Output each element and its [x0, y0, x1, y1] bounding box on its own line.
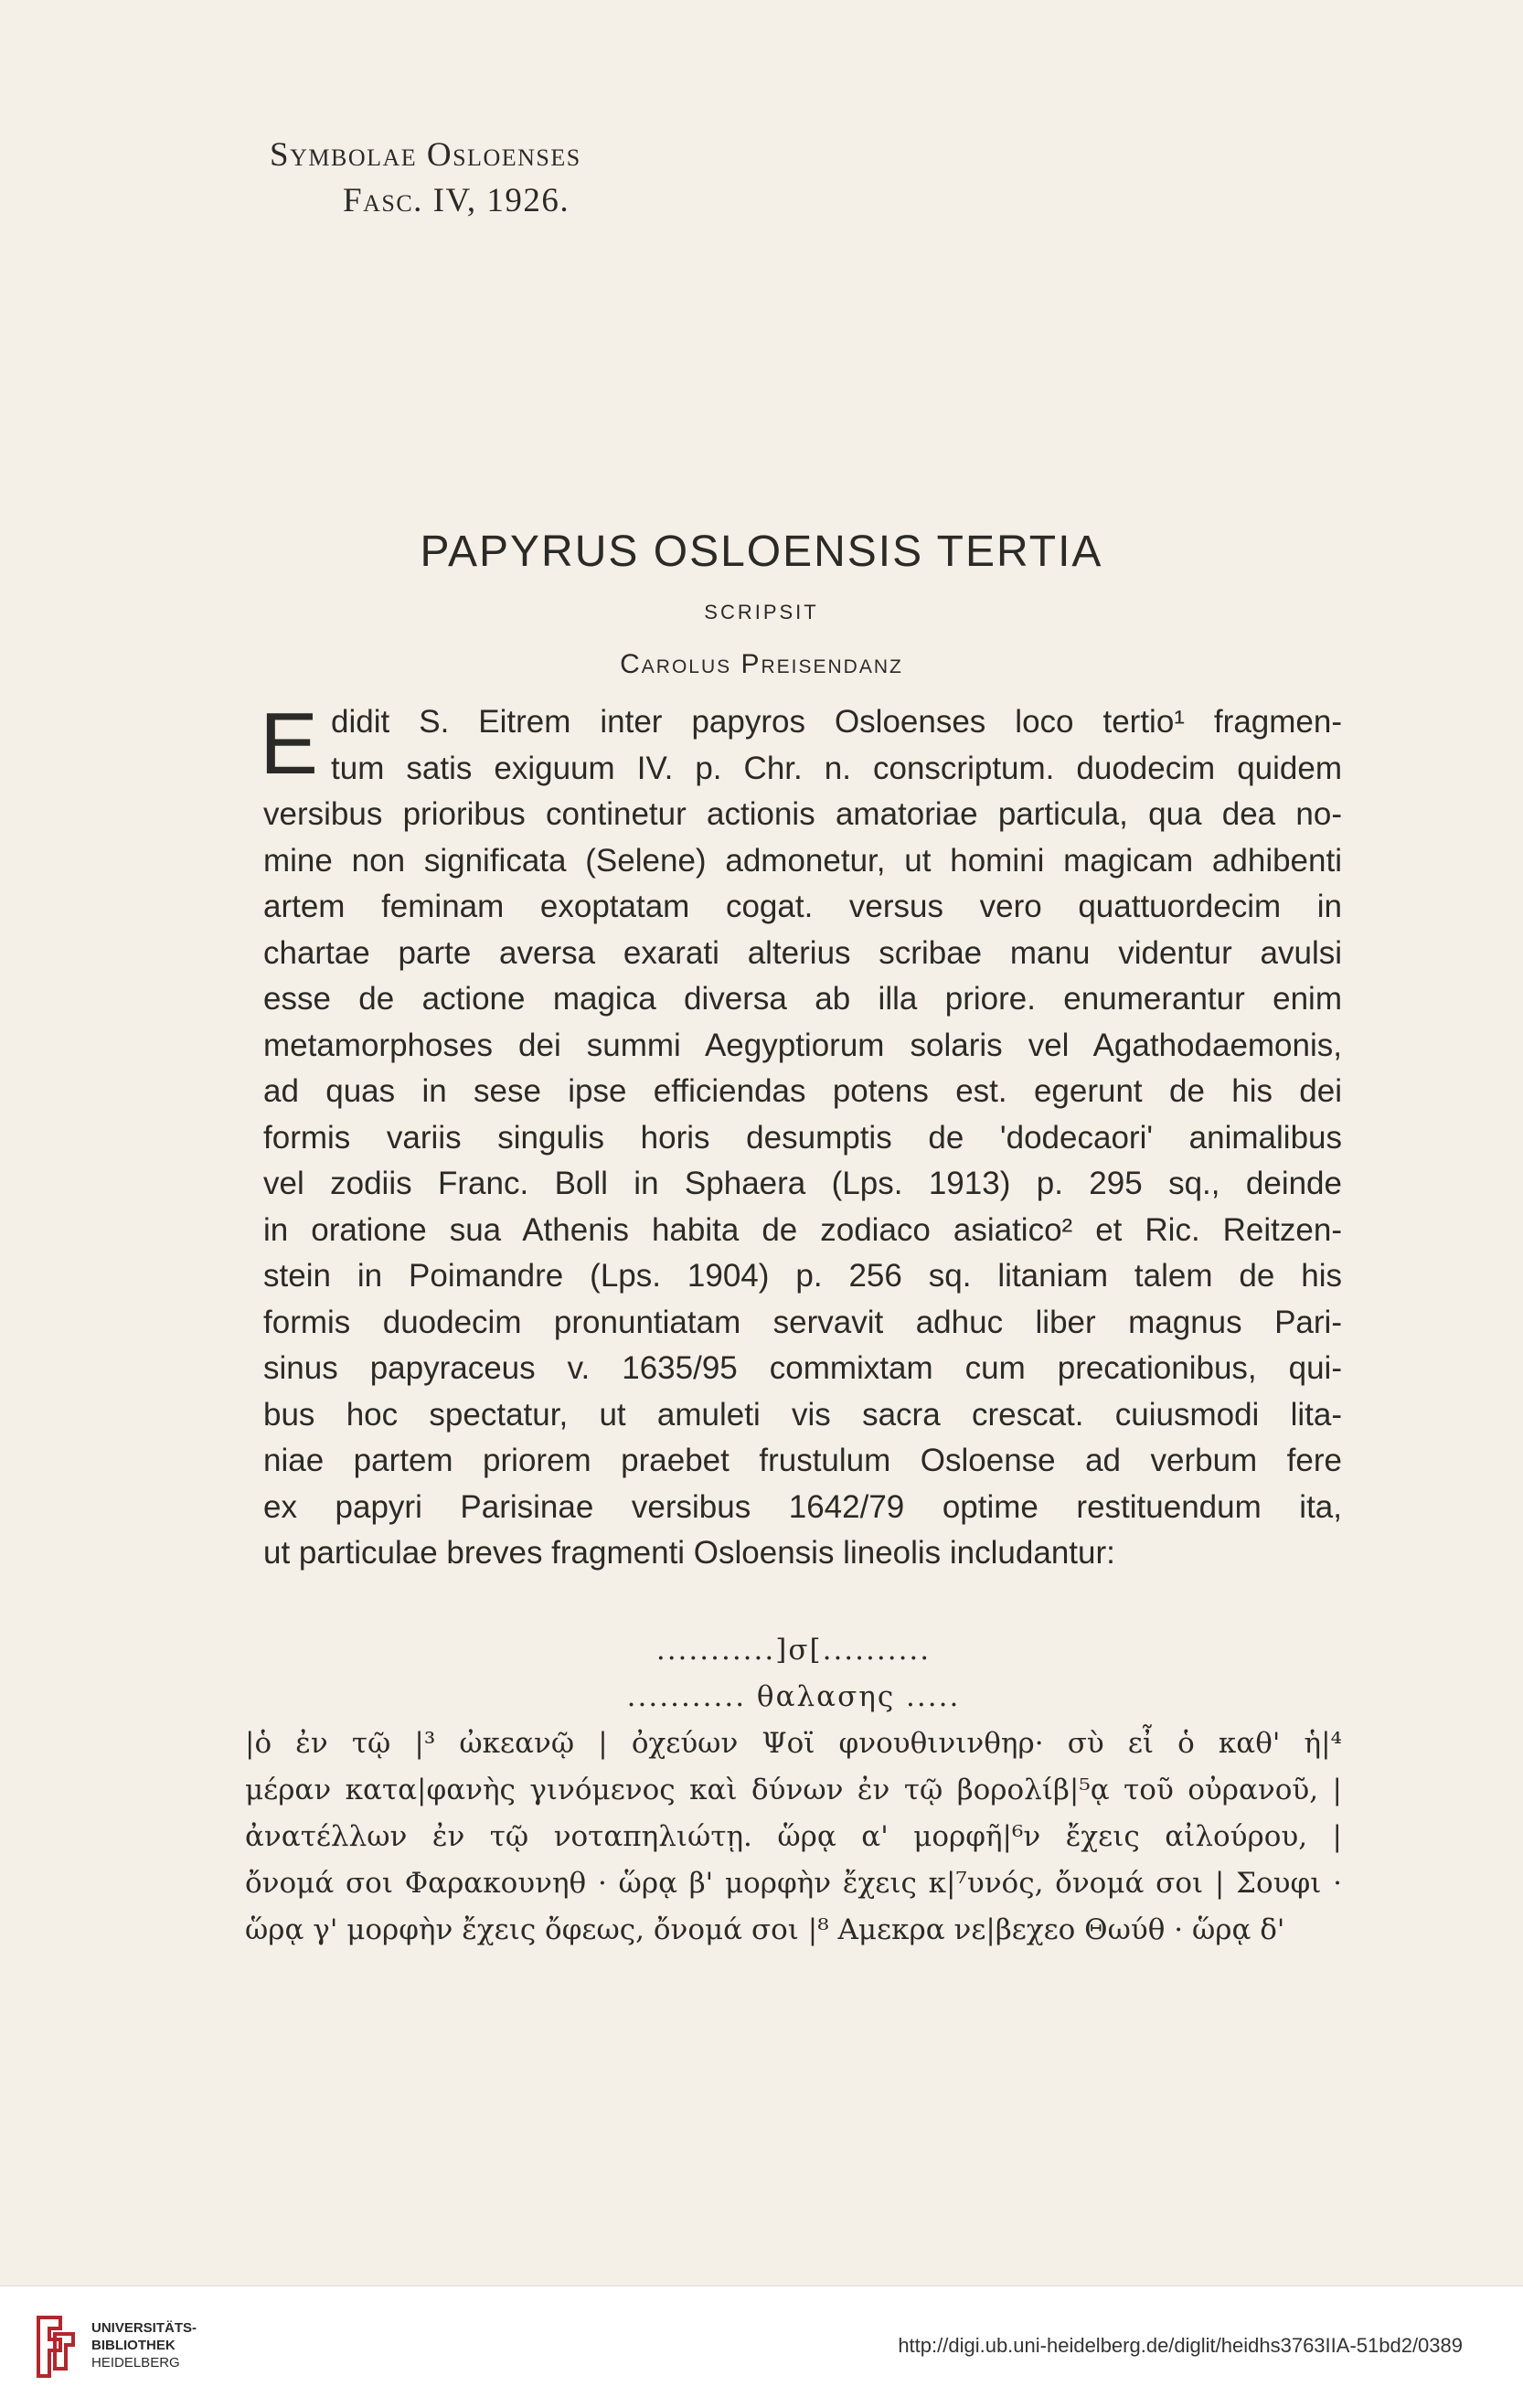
lacuna-line: ...........]σ[..........	[655, 1634, 932, 1667]
drop-cap: E	[260, 695, 319, 793]
library-logo-icon[interactable]	[33, 2314, 79, 2380]
greek-line: |ὁ ἐν τῷ |³ ὠκεανῷ | ὀχεύων Ψοϊ φνουθινινθηρ· σὺ εἶ ὁ καθ' ἡ|⁴	[245, 1727, 1342, 1760]
article-author: Carolus Preisendanz	[620, 649, 903, 679]
article-title: PAPYRUS OSLOENSIS TERTIA	[420, 527, 1103, 576]
scripsit-label: SCRIPSIT	[704, 601, 819, 623]
greek-line: ἀνατέλλων ἐν τῷ νοταπηλιώτῃ. ὥρᾳ α' μορφῆ|⁶ν ἔχεις αἰλούρου, |	[245, 1820, 1342, 1853]
body-line: versibus prioribus continetur actionis amatoriae particula, qua dea no-	[263, 796, 1342, 832]
greek-line: ὥρᾳ γ' μορφὴν ἔχεις ὄφεως, ὄνομά σοι |⁸ Αμεκρα νε|βεχεο Θωύθ · ὥρᾳ δ'	[245, 1913, 1285, 1946]
viewer-footer	[0, 2285, 1523, 2408]
greek-line: ὄνομά σοι Φαρακουνηθ · ὥρᾳ β' μορφὴν ἔχεις κ|⁷υνός, ὄνομά σοι | Σουφι ·	[245, 1867, 1342, 1900]
body-line: niae partem priorem praebet frustulum Osloense ad verbum fere	[263, 1443, 1342, 1478]
greek-text-block	[245, 1627, 1342, 1954]
body-line: ad quas in sese ipse efficiendas potens est. egerunt de his dei	[263, 1073, 1342, 1109]
body-line: bus hoc spectatur, ut amuleti vis sacra crescat. cuiusmodi lita-	[263, 1396, 1342, 1433]
body-line: artem feminam exoptatam cogat. versus vero quattuordecim in	[263, 889, 1342, 924]
body-line: mine non significata (Selene) admonetur, ut homini magicam adhibenti	[263, 842, 1342, 879]
body-line: esse de actione magica diversa ab illa priore. enumerantur enim	[263, 981, 1342, 1017]
body-line: didit S. Eitrem inter papyros Osloenses loco tertio¹ fragmen-	[331, 704, 1342, 740]
source-url-link[interactable]: http://digi.ub.uni-heidelberg.de/diglit/heidhs3763IIA-51bd2/0389	[898, 2334, 1463, 2357]
body-line: formis variis singulis horis desumptis de 'dodecaori' animalibus	[263, 1119, 1342, 1156]
body-line: chartae parte aversa exarati alterius scribae manu videntur avulsi	[263, 934, 1342, 971]
body-line: ut particulae breves fragmenti Osloensis lineolis includantur:	[263, 1535, 1115, 1571]
body-line: vel zodiis Franc. Boll in Sphaera (Lps. 1913) p. 295 sq., deinde	[263, 1166, 1342, 1201]
body-paragraph	[260, 695, 1342, 1577]
body-line: in oratione sua Athenis habita de zodiaco asiatico² et Ric. Reitzen-	[263, 1211, 1342, 1248]
library-name: UNIVERSITÄTS- BIBLIOTHEK HEIDELBERG	[91, 2320, 197, 2371]
greek-line: μέραν κατα|φανὴς γινόμενος καὶ δύνων ἐν τῷ βορολίβ|⁵ᾳ τοῦ οὐρανοῦ, |	[245, 1774, 1342, 1806]
body-line: formis duodecim pronuntiatam servavit adhuc liber magnus Pari-	[263, 1304, 1342, 1340]
body-line: sinus papyraceus v. 1635/95 commixtam cum precationibus, qui-	[263, 1350, 1342, 1386]
lacuna-line: ........... θαλασης .....	[626, 1680, 961, 1713]
journal-issue: Fasc. IV, 1926.	[343, 182, 570, 219]
body-line: ex papyri Parisinae versibus 1642/79 optime restituendum ita,	[263, 1488, 1342, 1525]
body-line: stein in Poimandre (Lps. 1904) p. 256 sq. litaniam talem de his	[263, 1258, 1342, 1294]
body-line: tum satis exiguum IV. p. Chr. n. conscriptum. duodecim quidem	[331, 750, 1342, 786]
journal-header	[270, 133, 581, 224]
body-line: metamorphoses dei summi Aegyptiorum solaris vel Agathodaemonis,	[263, 1027, 1342, 1063]
journal-name: Symbolae Osloenses	[270, 136, 581, 174]
